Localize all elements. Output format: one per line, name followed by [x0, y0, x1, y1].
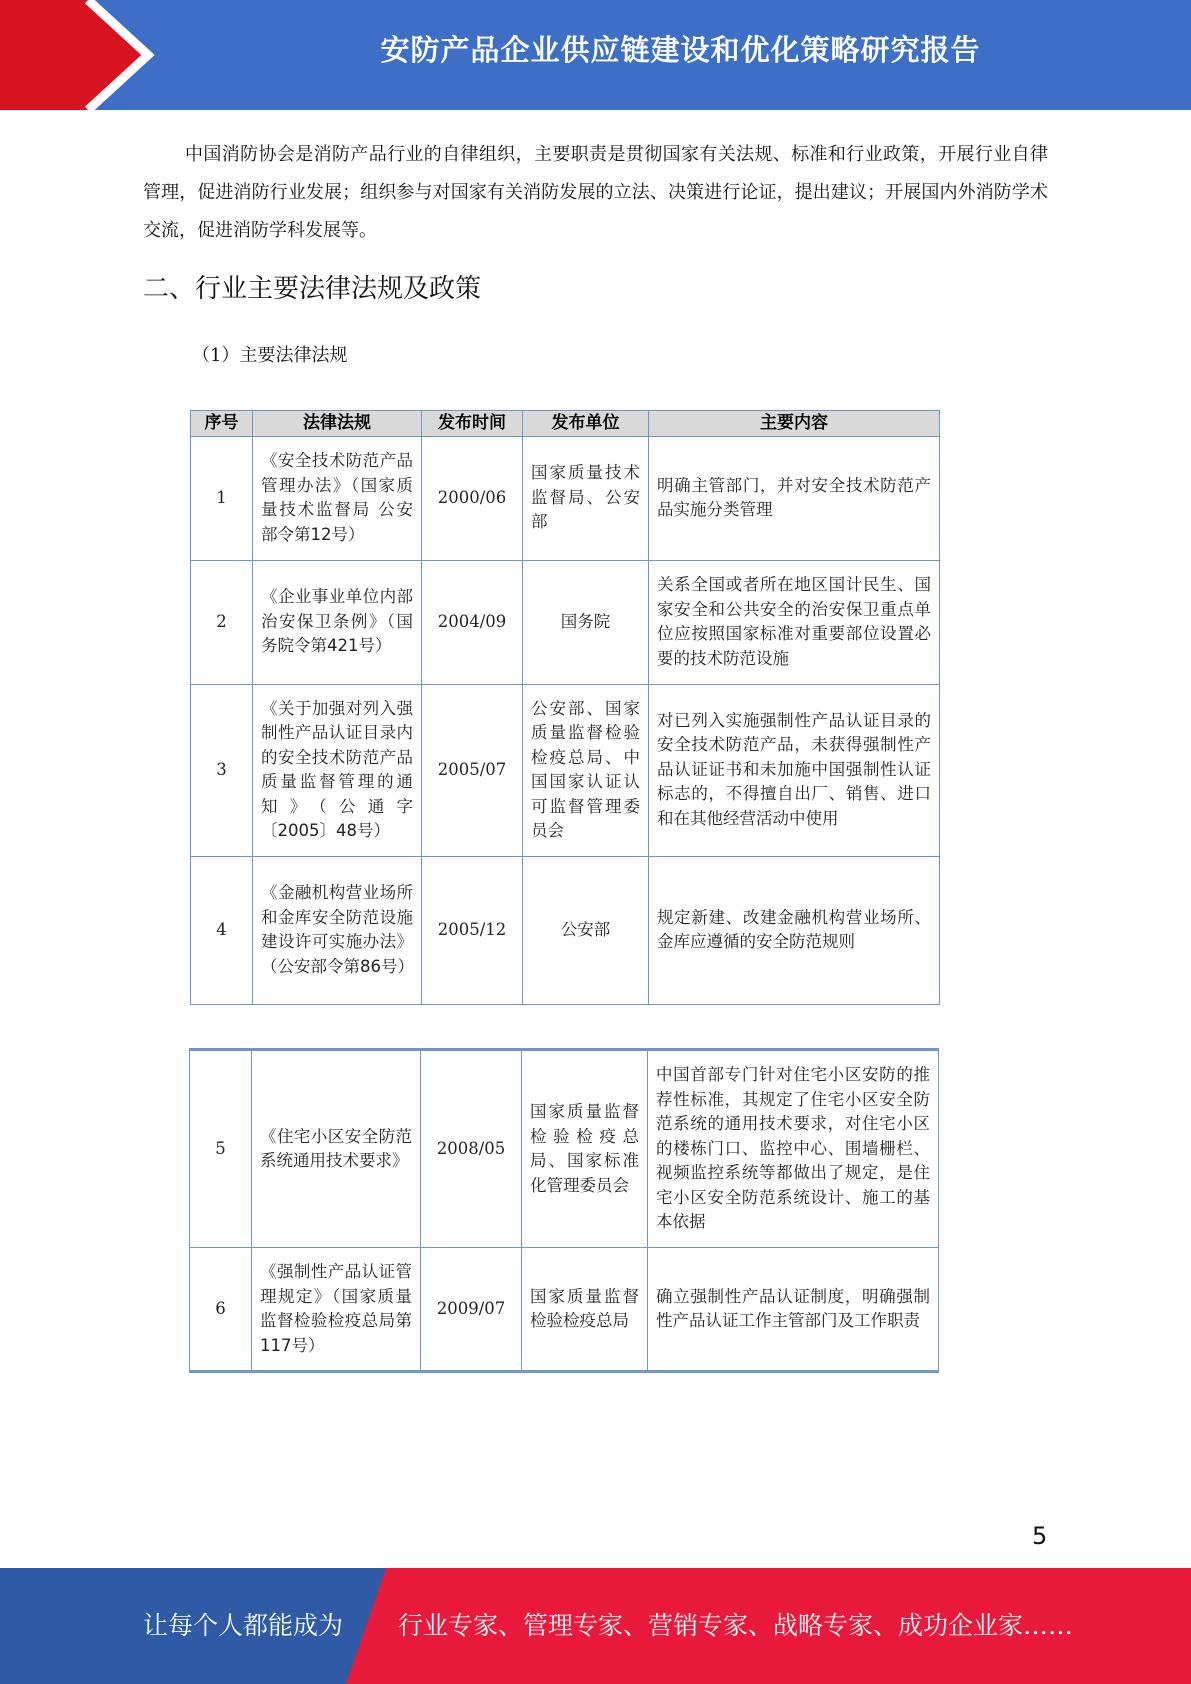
- laws-table: [190, 410, 940, 1005]
- header-banner: [0, 0, 1191, 110]
- row-issuer: 国家质量监督检验检疫总局: [522, 1248, 648, 1372]
- row-content: 关系全国或者所在地区国计民生、国家安全和公共安全的治安保卫重点单位应按照国家标准对重要部位设置必要的技术防范设施: [649, 560, 940, 684]
- table-row: [191, 436, 940, 560]
- row-date: 2009/07: [421, 1248, 522, 1372]
- page-number: 5: [1032, 1522, 1048, 1550]
- intro-paragraph: 中国消防协会是消防产品行业的自律组织，主要职责是贯彻国家有关法规、标准和行业政策，开展行业自律管理，促进消防行业发展；组织参与对国家有关消防发展的立法、决策进行论证，提出建议；开展国内外消防学术交流，促进消防学科发展等。: [143, 144, 1048, 241]
- row-law: 《企业事业单位内部治安保卫条例》（国务院令第421号）: [253, 560, 422, 684]
- row-issuer: 国务院: [523, 560, 649, 684]
- row-date: 2000/06: [422, 436, 523, 560]
- row-law: 《安全技术防范产品管理办法》（国家质量技术监督局 公安部令第12号）: [253, 436, 422, 560]
- row-issuer: 公安部、国家质量监督检验检疫总局、中国国家认证认可监督管理委员会: [523, 684, 649, 856]
- table-row: [191, 684, 940, 856]
- row-date: 2005/12: [422, 856, 523, 1004]
- report-title: 安防产品企业供应链建设和优化策略研究报告: [380, 33, 981, 67]
- row-content: 明确主管部门，并对安全技术防范产品实施分类管理: [649, 436, 940, 560]
- row-law: 《强制性产品认证管理规定》（国家质量监督检验检疫总局第117号）: [252, 1248, 421, 1372]
- row-law: 《关于加强对列入强制性产品认证目录内的安全技术防范产品质量监督管理的通知》（公通字〔2005〕48号）: [253, 684, 422, 856]
- table-row: [190, 1248, 939, 1372]
- header-cell-no: 序号: [191, 411, 253, 437]
- row-no: 3: [191, 684, 253, 856]
- laws-table-continued: [189, 1048, 939, 1373]
- row-no: 4: [191, 856, 253, 1004]
- subsection-heading: （1）主要法律法规: [192, 345, 348, 366]
- row-no: 5: [190, 1050, 252, 1248]
- header-cell-issuer: 发布单位: [523, 411, 649, 437]
- footer-slogan-left: 让每个人都能成为: [143, 1611, 344, 1640]
- section-heading: 二、行业主要法律法规及政策: [143, 274, 482, 304]
- row-content: 确立强制性产品认证制度，明确强制性产品认证工作主管部门及工作职责: [648, 1248, 939, 1372]
- row-law: 《住宅小区安全防范系统通用技术要求》: [252, 1050, 421, 1248]
- header-cell-date: 发布时间: [422, 411, 523, 437]
- row-date: 2005/07: [422, 684, 523, 856]
- row-no: 6: [190, 1248, 252, 1372]
- row-content: 规定新建、改建金融机构营业场所、金库应遵循的安全防范规则: [649, 856, 940, 1004]
- table-row: [190, 1050, 939, 1248]
- footer-banner: [0, 1568, 1191, 1684]
- row-content: 对已列入实施强制性产品认证目录的安全技术防范产品，未获得强制性产品认证证书和未加施中国强制性认证标志的，不得擅自出厂、销售、进口和在其他经营活动中使用: [649, 684, 940, 856]
- table-row: [191, 560, 940, 684]
- row-no: 1: [191, 436, 253, 560]
- row-issuer: 国家质量监督检验检疫总局、国家标准化管理委员会: [522, 1050, 648, 1248]
- table-header-row: [191, 411, 940, 437]
- row-issuer: 国家质量技术监督局、公安部: [523, 436, 649, 560]
- row-no: 2: [191, 560, 253, 684]
- row-date: 2004/09: [422, 560, 523, 684]
- table-row: [191, 856, 940, 1004]
- header-cell-law: 法律法规: [253, 411, 422, 437]
- header-cell-content: 主要内容: [649, 411, 940, 437]
- footer-slogan-right: 行业专家、管理专家、营销专家、战略专家、成功企业家……: [398, 1611, 1074, 1640]
- row-issuer: 公安部: [523, 856, 649, 1004]
- row-date: 2008/05: [421, 1050, 522, 1248]
- row-law: 《金融机构营业场所和金库安全防范设施建设许可实施办法》（公安部令第86号）: [253, 856, 422, 1004]
- row-content: 中国首部专门针对住宅小区安防的推荐性标准，其规定了住宅小区安全防范系统的通用技术要求，对住宅小区的楼栋门口、监控中心、围墙栅栏、视频监控系统等都做出了规定，是住宅小区安全防范系统设计、施工的基本依据: [648, 1050, 939, 1248]
